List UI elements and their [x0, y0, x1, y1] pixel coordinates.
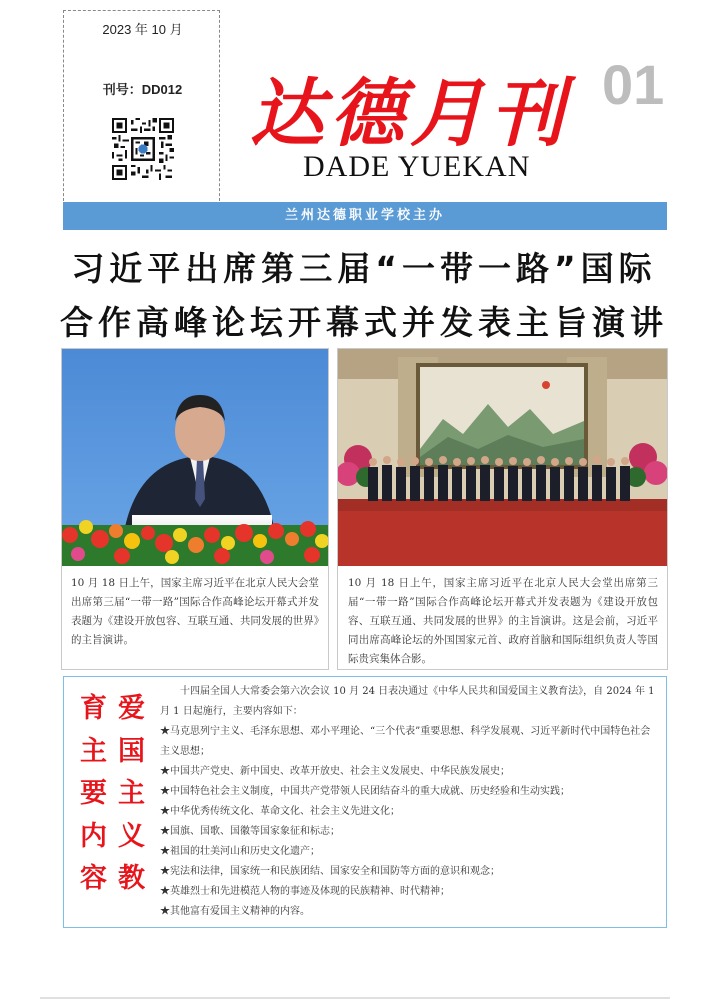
- publisher-banner: 兰州达德职业学校主办: [63, 202, 667, 230]
- list-item: ★英雄烈士和先进模范人物的事迹及体现的民族精神、时代精神；: [160, 886, 450, 897]
- list-item: ★中国共产党史、新中国史、改革开放史、社会主义发展史、中华民族发展史；: [160, 766, 510, 777]
- list-item: ★中国特色社会主义制度，中国共产党带领人民团结奋斗的重大成就、历史经验和生动实践；: [160, 786, 570, 797]
- issue-info-box: [63, 10, 220, 206]
- photo-card-group: [337, 348, 668, 670]
- qr-code-icon[interactable]: [112, 118, 174, 180]
- issue-number: 01: [602, 53, 665, 116]
- speech-photo-caption: 10 月 18 日上午，国家主席习近平在北京人民大会堂出席第三届“一带一路”国际合作高峰论坛开幕式并发表题为《建设开放包容、互联互通、共同发展的世界》的主旨演讲。: [71, 577, 319, 646]
- magazine-title-pinyin: DADE YUEKAN: [303, 150, 531, 183]
- list-item: ★宪法和法律，国家统一和民族团结、国家安全和国防等方面的意识和观念；: [160, 866, 500, 877]
- speech-photo[interactable]: [62, 349, 328, 566]
- list-item: ★马克思列宁主义、毛泽东思想、邓小平理论、“三个代表”重要思想、科学发展观、习近平新时代中国特色社会主义思想；: [160, 726, 651, 757]
- vertical-title-col1: 爱国主义教: [118, 693, 145, 894]
- education-law-intro: 十四届全国人大常委会第六次会议 10 月 24 日表决通过《中华人民共和国爱国主义教育法》，自 2024 年 1 月 1 日起施行，主要内容如下：: [160, 686, 655, 717]
- issue-code: 刊号：DD012: [102, 82, 183, 97]
- list-item: ★国旗、国歌、国徽等国家象征和标志；: [160, 826, 340, 837]
- photo-card-speech: [61, 348, 329, 670]
- headline-line-2: 合作高峰论坛开幕式并发表主旨演讲: [60, 303, 668, 342]
- vertical-title-col2: 育主要内容: [80, 693, 107, 894]
- list-item: ★其他富有爱国主义精神的内容。: [160, 906, 310, 917]
- group-photo-caption: 10 月 18 日上午，国家主席习近平在北京人民大会堂出席第三届“一带一路”国际合作高峰论坛开幕式并发表题为《建设开放包容、互联互通、共同发展的世界》的主旨演讲。这是会前，习近平同出席高峰论坛的外国国家元首、政府首脑和国际组织负责人等国际贵宾集体合影。: [348, 577, 658, 665]
- magazine-title: 达德月刊: [250, 71, 570, 157]
- list-item: ★中华优秀传统文化、革命文化、社会主义先进文化；: [160, 806, 400, 817]
- group-photo[interactable]: [338, 349, 667, 566]
- list-item: ★祖国的壮美河山和历史文化遗产；: [160, 846, 320, 857]
- issue-date: 2023 年 10 月: [102, 22, 183, 37]
- headline-line-1: 习近平出席第三届“一带一路”国际: [71, 249, 657, 288]
- education-law-content: [160, 682, 660, 922]
